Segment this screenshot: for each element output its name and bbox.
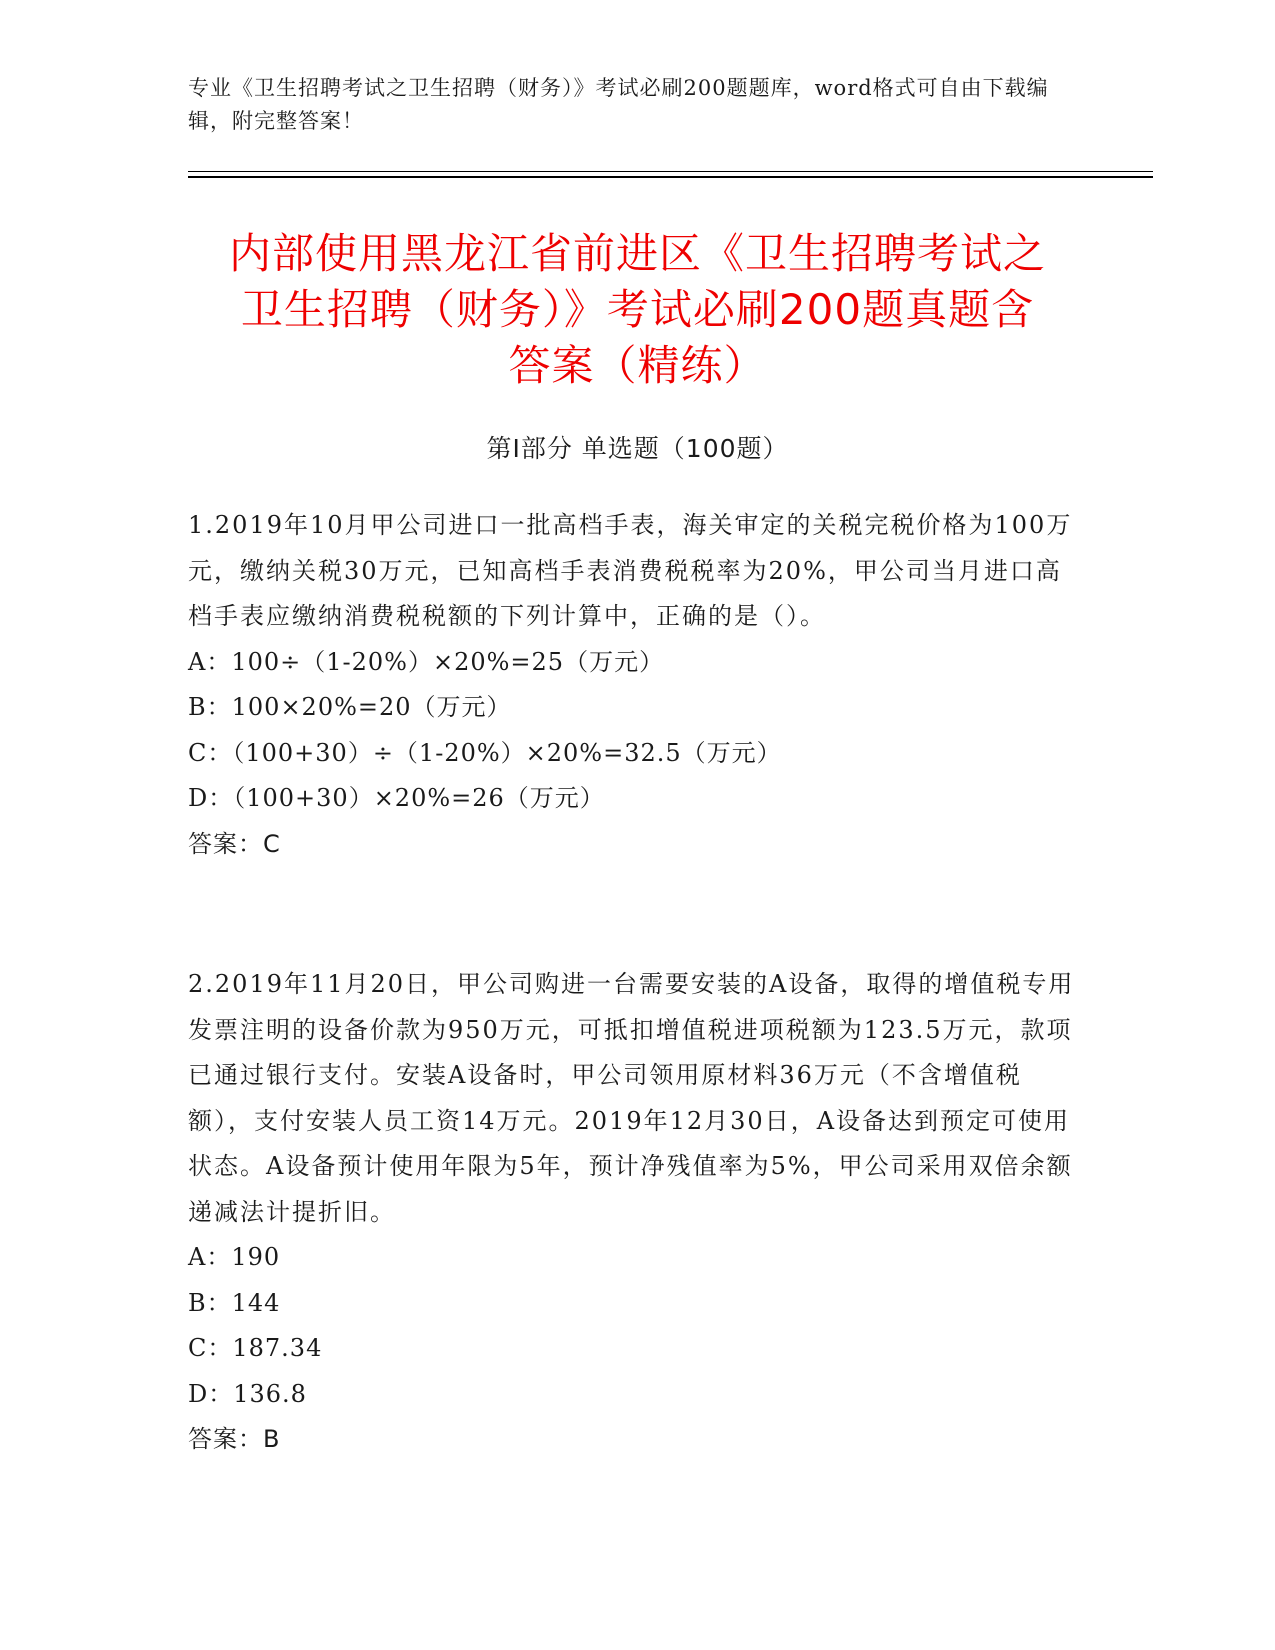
option-d: D：136.8 [188, 1379, 307, 1408]
option-a: A：190 [188, 1243, 281, 1271]
title-line-3: 答案（精练） [508, 341, 767, 390]
header-rule-thick [188, 176, 1153, 178]
header-rule-thin [188, 171, 1153, 172]
intro-text: 专业《卫生招聘考试之卫生招聘（财务）》考试必刷200题题库，word格式可自由下载编辑，附完整答案！ [188, 76, 1049, 133]
question-2 [188, 962, 1078, 1463]
option-a: A：100÷（1-20%）×20%=25（万元） [188, 647, 665, 676]
title-line-1: 内部使用黑龙江省前进区《卫生招聘考试之 [228, 229, 1046, 278]
answer: 答案：B [188, 1425, 281, 1453]
option-c: C：（100+30）÷（1-20%）×20%=32.5（万元） [188, 738, 782, 767]
question-stem: 1.2019年10月甲公司进口一批高档手表，海关审定的关税完税价格为100万元，缴纳关税30万元，已知高档手表消费税税率为20%，甲公司当月进口高档手表应缴纳消费税税额的下列计算中，正确的是（）。 [188, 511, 1073, 630]
option-c: C：187.34 [188, 1334, 323, 1362]
option-d: D：（100+30）×20%=26（万元） [188, 784, 605, 812]
title-line-2: 卫生招聘（财务）》考试必刷200题真题含 [240, 285, 1035, 334]
question-stem: 2.2019年11月20日，甲公司购进一台需要安装的A设备，取得的增值税专用发票注明的设备价款为950万元，可抵扣增值税进项税额为123.5万元，款项已通过银行支付。安装A设备时，甲公司领用原材料36万元（不含增值税额），支付安装人员工资14万元。2019年12月30日，A设备达到预定可使用状态。A设备预计使用年限为5年，预计净残值率为5%，甲公司采用双倍余额递减法计提折旧。 [188, 970, 1075, 1226]
section-heading: 第Ⅰ部分 单选题（100题） [486, 434, 789, 463]
document-title [170, 226, 1105, 394]
option-b: B：144 [188, 1288, 281, 1317]
option-b: B：100×20%=20（万元） [188, 693, 512, 721]
answer: 答案：C [188, 829, 281, 858]
question-1 [188, 503, 1078, 867]
